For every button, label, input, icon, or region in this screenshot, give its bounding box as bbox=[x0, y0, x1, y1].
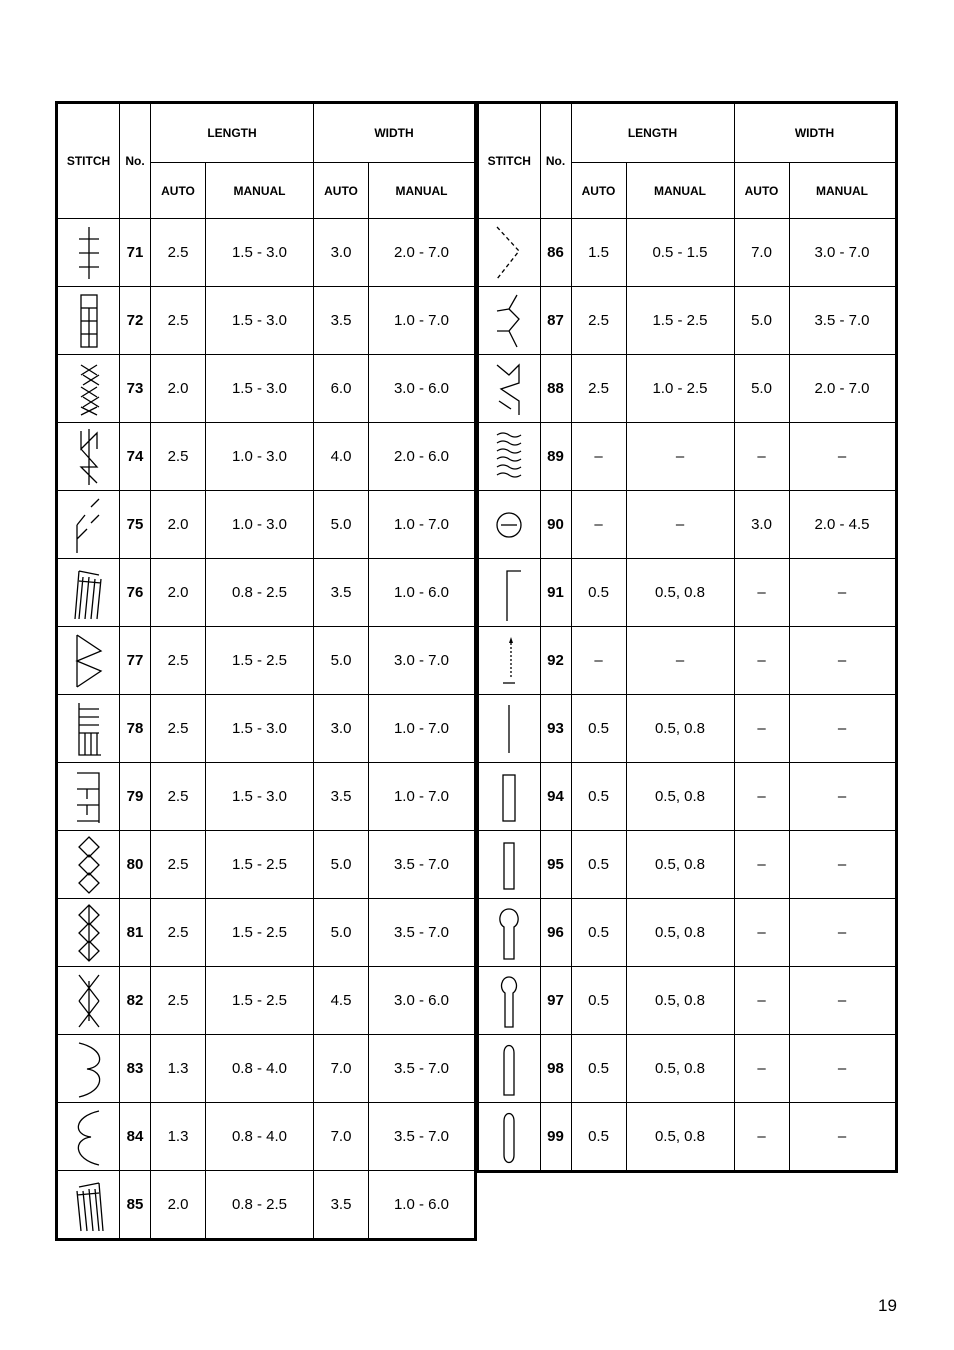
length-header: LENGTH bbox=[151, 103, 314, 163]
length-auto: 2.0 bbox=[151, 1171, 206, 1240]
width-auto: 4.5 bbox=[314, 967, 369, 1035]
width-auto: 4.0 bbox=[314, 423, 369, 491]
table-row bbox=[478, 627, 896, 695]
stitch-number: 84 bbox=[120, 1103, 151, 1171]
stitch-icon-cell bbox=[57, 1035, 120, 1103]
width-manual: – bbox=[789, 967, 896, 1035]
table-row bbox=[478, 287, 896, 355]
length-manual: 0.8 - 2.5 bbox=[206, 1171, 314, 1240]
length-manual: 0.5, 0.8 bbox=[626, 1103, 734, 1172]
table-row bbox=[57, 831, 476, 899]
scallop-right-stitch-icon bbox=[58, 1039, 119, 1099]
width-auto: – bbox=[734, 899, 789, 967]
length-auto: 0.5 bbox=[571, 763, 626, 831]
width-auto: 3.0 bbox=[734, 491, 789, 559]
width-auto: 3.0 bbox=[314, 695, 369, 763]
stitch-number: 79 bbox=[120, 763, 151, 831]
length-manual: 1.0 - 3.0 bbox=[206, 423, 314, 491]
width-auto-header: AUTO bbox=[314, 163, 369, 219]
length-manual: – bbox=[626, 491, 734, 559]
length-manual: 1.5 - 3.0 bbox=[206, 219, 314, 287]
stitch-icon-cell bbox=[57, 287, 120, 355]
length-manual-header: MANUAL bbox=[626, 163, 734, 219]
hook-stitch-icon bbox=[479, 359, 540, 419]
width-auto: 3.5 bbox=[314, 287, 369, 355]
stitch-icon-cell bbox=[57, 695, 120, 763]
length-manual: 0.8 - 4.0 bbox=[206, 1035, 314, 1103]
length-auto: – bbox=[571, 627, 626, 695]
stitch-icon-cell bbox=[478, 491, 540, 559]
stitch-number: 75 bbox=[120, 491, 151, 559]
stitch-number: 89 bbox=[540, 423, 571, 491]
stitch-icon-cell bbox=[57, 491, 120, 559]
length-manual: 1.5 - 2.5 bbox=[206, 899, 314, 967]
length-auto: 2.5 bbox=[151, 695, 206, 763]
width-manual: 3.0 - 7.0 bbox=[789, 219, 896, 287]
width-auto: – bbox=[734, 695, 789, 763]
stitch-icon-cell bbox=[57, 763, 120, 831]
chevron-dashed-stitch-icon bbox=[479, 223, 540, 283]
width-header: WIDTH bbox=[314, 103, 476, 163]
width-manual: 2.0 - 4.5 bbox=[789, 491, 896, 559]
stitch-number: 73 bbox=[120, 355, 151, 423]
table-row bbox=[57, 355, 476, 423]
stitch-icon-cell bbox=[478, 899, 540, 967]
table-row bbox=[57, 899, 476, 967]
length-manual: 1.5 - 2.5 bbox=[206, 831, 314, 899]
width-manual: 1.0 - 6.0 bbox=[369, 559, 476, 627]
length-manual: 0.5, 0.8 bbox=[626, 899, 734, 967]
width-manual-header: MANUAL bbox=[789, 163, 896, 219]
stitch-icon-cell bbox=[57, 627, 120, 695]
stitch-number: 90 bbox=[540, 491, 571, 559]
length-manual: 1.5 - 2.5 bbox=[626, 287, 734, 355]
length-manual: 0.5, 0.8 bbox=[626, 695, 734, 763]
stitch-number: 92 bbox=[540, 627, 571, 695]
table-row bbox=[57, 423, 476, 491]
length-auto: 0.5 bbox=[571, 695, 626, 763]
width-manual: – bbox=[789, 695, 896, 763]
width-auto-header: AUTO bbox=[734, 163, 789, 219]
length-manual: 0.8 - 4.0 bbox=[206, 1103, 314, 1171]
straight-bar-stitch-icon bbox=[479, 699, 540, 759]
stitch-icon-cell bbox=[478, 1035, 540, 1103]
width-manual: 3.5 - 7.0 bbox=[369, 899, 476, 967]
diamond-chain-stitch-icon bbox=[58, 835, 119, 895]
length-manual: 0.5, 0.8 bbox=[626, 763, 734, 831]
width-manual: 2.0 - 7.0 bbox=[789, 355, 896, 423]
length-manual: 1.5 - 2.5 bbox=[206, 967, 314, 1035]
length-auto: 0.5 bbox=[571, 1035, 626, 1103]
width-auto: 7.0 bbox=[314, 1103, 369, 1171]
table-row bbox=[57, 627, 476, 695]
stitch-icon-cell bbox=[57, 1171, 120, 1240]
round-both-buttonhole-icon bbox=[479, 1107, 540, 1167]
stitch-number: 87 bbox=[540, 287, 571, 355]
length-auto: 0.5 bbox=[571, 1103, 626, 1172]
stitch-icon-cell bbox=[478, 627, 540, 695]
width-auto: – bbox=[734, 423, 789, 491]
width-auto: – bbox=[734, 831, 789, 899]
stitch-icon-cell bbox=[478, 831, 540, 899]
diamond-chain-alt-stitch-icon bbox=[58, 903, 119, 963]
width-auto: 7.0 bbox=[314, 1035, 369, 1103]
length-manual: 1.5 - 3.0 bbox=[206, 355, 314, 423]
length-manual: – bbox=[626, 627, 734, 695]
width-manual: 3.5 - 7.0 bbox=[369, 1103, 476, 1171]
width-manual: 1.0 - 7.0 bbox=[369, 763, 476, 831]
length-manual: 1.0 - 3.0 bbox=[206, 491, 314, 559]
table-row bbox=[57, 695, 476, 763]
length-header: LENGTH bbox=[571, 103, 734, 163]
stitch-icon-cell bbox=[57, 355, 120, 423]
bowtie-stitch-icon bbox=[58, 427, 119, 487]
table-row bbox=[478, 967, 896, 1035]
width-manual: – bbox=[789, 763, 896, 831]
stitch-header: STITCH bbox=[478, 103, 540, 219]
darning-stitch-icon bbox=[479, 427, 540, 487]
narrow-buttonhole-icon bbox=[479, 835, 540, 895]
table-row bbox=[57, 967, 476, 1035]
y-stitch-icon bbox=[479, 291, 540, 351]
stitch-icon-cell bbox=[478, 287, 540, 355]
stitch-number: 88 bbox=[540, 355, 571, 423]
length-manual: 1.0 - 2.5 bbox=[626, 355, 734, 423]
table-row bbox=[57, 1171, 476, 1240]
width-auto: 5.0 bbox=[314, 627, 369, 695]
stitch-number: 77 bbox=[120, 627, 151, 695]
stitch-icon-cell bbox=[57, 1103, 120, 1171]
stitch-number: 82 bbox=[120, 967, 151, 1035]
number-header: No. bbox=[540, 103, 571, 219]
number-header: No. bbox=[120, 103, 151, 219]
slant-overlock-stitch-icon bbox=[58, 563, 119, 623]
length-auto: 2.5 bbox=[571, 287, 626, 355]
stitch-icon-cell bbox=[478, 763, 540, 831]
stitch-header: STITCH bbox=[57, 103, 120, 219]
width-manual: 2.0 - 6.0 bbox=[369, 423, 476, 491]
buttonhole-corner-stitch-icon bbox=[479, 563, 540, 623]
stitch-number: 99 bbox=[540, 1103, 571, 1172]
width-manual-header: MANUAL bbox=[369, 163, 476, 219]
length-auto: 0.5 bbox=[571, 831, 626, 899]
length-manual: – bbox=[626, 423, 734, 491]
length-manual: 1.5 - 3.0 bbox=[206, 763, 314, 831]
length-auto: 2.5 bbox=[571, 355, 626, 423]
table-row bbox=[478, 695, 896, 763]
page-number: 19 bbox=[878, 1296, 897, 1315]
width-auto: – bbox=[734, 1035, 789, 1103]
bartack-dotted-stitch-icon bbox=[479, 631, 540, 691]
square-buttonhole-icon bbox=[479, 767, 540, 827]
stitch-number: 83 bbox=[120, 1035, 151, 1103]
length-manual: 0.5, 0.8 bbox=[626, 559, 734, 627]
feather-dashed-stitch-icon bbox=[58, 495, 119, 555]
length-manual: 0.8 - 2.5 bbox=[206, 559, 314, 627]
stitch-number: 97 bbox=[540, 967, 571, 1035]
width-auto: 3.0 bbox=[314, 219, 369, 287]
stitch-number: 81 bbox=[120, 899, 151, 967]
stitch-number: 86 bbox=[540, 219, 571, 287]
width-manual: – bbox=[789, 1103, 896, 1172]
width-manual: 3.5 - 7.0 bbox=[369, 831, 476, 899]
stitch-number: 93 bbox=[540, 695, 571, 763]
length-auto: 0.5 bbox=[571, 967, 626, 1035]
stitch-number: 72 bbox=[120, 287, 151, 355]
width-manual: 3.0 - 6.0 bbox=[369, 355, 476, 423]
width-auto: – bbox=[734, 763, 789, 831]
width-manual: 3.5 - 7.0 bbox=[369, 1035, 476, 1103]
length-auto: 2.0 bbox=[151, 355, 206, 423]
eyelet-stitch-icon bbox=[479, 495, 540, 555]
width-auto: 5.0 bbox=[314, 831, 369, 899]
stitch-icon-cell bbox=[478, 219, 540, 287]
length-auto: 0.5 bbox=[571, 559, 626, 627]
table-row bbox=[478, 355, 896, 423]
width-manual: 3.0 - 7.0 bbox=[369, 627, 476, 695]
scallop-left-stitch-icon bbox=[58, 1107, 119, 1167]
width-header: WIDTH bbox=[734, 103, 896, 163]
stitch-number: 91 bbox=[540, 559, 571, 627]
length-auto: – bbox=[571, 423, 626, 491]
width-auto: 3.5 bbox=[314, 559, 369, 627]
stitch-number: 85 bbox=[120, 1171, 151, 1240]
table-row bbox=[478, 763, 896, 831]
double-cross-stitch-icon bbox=[58, 971, 119, 1031]
width-manual: 2.0 - 7.0 bbox=[369, 219, 476, 287]
width-auto: 5.0 bbox=[314, 491, 369, 559]
table-row bbox=[57, 219, 476, 287]
comb-stitch-icon bbox=[58, 699, 119, 759]
ladder-box-stitch-icon bbox=[58, 291, 119, 351]
table-row bbox=[478, 423, 896, 491]
stitch-table-left bbox=[55, 101, 477, 1241]
width-manual: – bbox=[789, 627, 896, 695]
width-auto: 5.0 bbox=[314, 899, 369, 967]
triangle-stitch-icon bbox=[58, 631, 119, 691]
stitch-icon-cell bbox=[57, 831, 120, 899]
table-row bbox=[57, 1103, 476, 1171]
table-row bbox=[478, 1103, 896, 1172]
table-row bbox=[478, 831, 896, 899]
stitch-table-right bbox=[477, 101, 898, 1173]
keyhole-narrow-buttonhole-icon bbox=[479, 971, 540, 1031]
width-manual: 1.0 - 7.0 bbox=[369, 287, 476, 355]
table-row bbox=[57, 1035, 476, 1103]
width-manual: – bbox=[789, 423, 896, 491]
width-manual: 3.0 - 6.0 bbox=[369, 967, 476, 1035]
stitch-number: 96 bbox=[540, 899, 571, 967]
table-row bbox=[478, 559, 896, 627]
stitch-number: 94 bbox=[540, 763, 571, 831]
length-auto: 2.0 bbox=[151, 491, 206, 559]
length-manual: 0.5, 0.8 bbox=[626, 967, 734, 1035]
length-manual: 0.5, 0.8 bbox=[626, 831, 734, 899]
table-row bbox=[478, 1035, 896, 1103]
length-manual: 0.5 - 1.5 bbox=[626, 219, 734, 287]
width-manual: 1.0 - 7.0 bbox=[369, 695, 476, 763]
length-manual: 1.5 - 3.0 bbox=[206, 695, 314, 763]
table-row bbox=[57, 559, 476, 627]
table-row bbox=[478, 219, 896, 287]
length-auto: 0.5 bbox=[571, 899, 626, 967]
stitch-icon-cell bbox=[57, 559, 120, 627]
width-auto: – bbox=[734, 1103, 789, 1172]
round-end-buttonhole-icon bbox=[479, 1039, 540, 1099]
table-row bbox=[57, 491, 476, 559]
width-auto: 3.5 bbox=[314, 763, 369, 831]
length-manual: 1.5 - 3.0 bbox=[206, 287, 314, 355]
stitch-icon-cell bbox=[478, 967, 540, 1035]
stitch-icon-cell bbox=[57, 967, 120, 1035]
stitch-number: 98 bbox=[540, 1035, 571, 1103]
length-manual: 0.5, 0.8 bbox=[626, 1035, 734, 1103]
length-auto: 1.3 bbox=[151, 1103, 206, 1171]
width-manual: – bbox=[789, 559, 896, 627]
table-row bbox=[478, 899, 896, 967]
stitch-icon-cell bbox=[57, 899, 120, 967]
stitch-number: 76 bbox=[120, 559, 151, 627]
width-manual: – bbox=[789, 1035, 896, 1103]
stitch-icon-cell bbox=[478, 355, 540, 423]
length-auto: 1.3 bbox=[151, 1035, 206, 1103]
stitch-icon-cell bbox=[478, 559, 540, 627]
width-auto: – bbox=[734, 967, 789, 1035]
length-auto: 1.5 bbox=[571, 219, 626, 287]
width-auto: 7.0 bbox=[734, 219, 789, 287]
cross-stitch-icon bbox=[58, 359, 119, 419]
width-manual: 1.0 - 7.0 bbox=[369, 491, 476, 559]
length-auto: 2.5 bbox=[151, 627, 206, 695]
length-auto: 2.5 bbox=[151, 899, 206, 967]
length-auto: 2.5 bbox=[151, 219, 206, 287]
length-auto-header: AUTO bbox=[151, 163, 206, 219]
stitch-icon-cell bbox=[478, 695, 540, 763]
width-auto: – bbox=[734, 559, 789, 627]
triple-cross-stitch-icon bbox=[58, 223, 119, 283]
stitch-number: 80 bbox=[120, 831, 151, 899]
width-manual: – bbox=[789, 899, 896, 967]
table-row bbox=[57, 287, 476, 355]
length-auto: 2.5 bbox=[151, 967, 206, 1035]
slant-overlock-left-stitch-icon bbox=[58, 1175, 119, 1235]
stitch-number: 95 bbox=[540, 831, 571, 899]
width-manual: – bbox=[789, 831, 896, 899]
length-auto: 2.5 bbox=[151, 763, 206, 831]
stitch-icon-cell bbox=[478, 1103, 540, 1172]
stitch-number: 78 bbox=[120, 695, 151, 763]
length-auto: – bbox=[571, 491, 626, 559]
table-row bbox=[478, 491, 896, 559]
stitch-icon-cell bbox=[57, 219, 120, 287]
length-auto: 2.5 bbox=[151, 287, 206, 355]
stitch-number: 74 bbox=[120, 423, 151, 491]
width-auto: 5.0 bbox=[734, 287, 789, 355]
length-manual: 1.5 - 2.5 bbox=[206, 627, 314, 695]
width-auto: 3.5 bbox=[314, 1171, 369, 1240]
blanket-stitch-icon bbox=[58, 767, 119, 827]
stitch-icon-cell bbox=[478, 423, 540, 491]
length-auto: 2.0 bbox=[151, 559, 206, 627]
width-manual: 1.0 - 6.0 bbox=[369, 1171, 476, 1240]
width-auto: 6.0 bbox=[314, 355, 369, 423]
stitch-icon-cell bbox=[57, 423, 120, 491]
table-row bbox=[57, 763, 476, 831]
width-auto: – bbox=[734, 627, 789, 695]
width-auto: 5.0 bbox=[734, 355, 789, 423]
stitch-number: 71 bbox=[120, 219, 151, 287]
length-auto-header: AUTO bbox=[571, 163, 626, 219]
length-auto: 2.5 bbox=[151, 831, 206, 899]
length-manual-header: MANUAL bbox=[206, 163, 314, 219]
length-auto: 2.5 bbox=[151, 423, 206, 491]
keyhole-buttonhole-icon bbox=[479, 903, 540, 963]
width-manual: 3.5 - 7.0 bbox=[789, 287, 896, 355]
